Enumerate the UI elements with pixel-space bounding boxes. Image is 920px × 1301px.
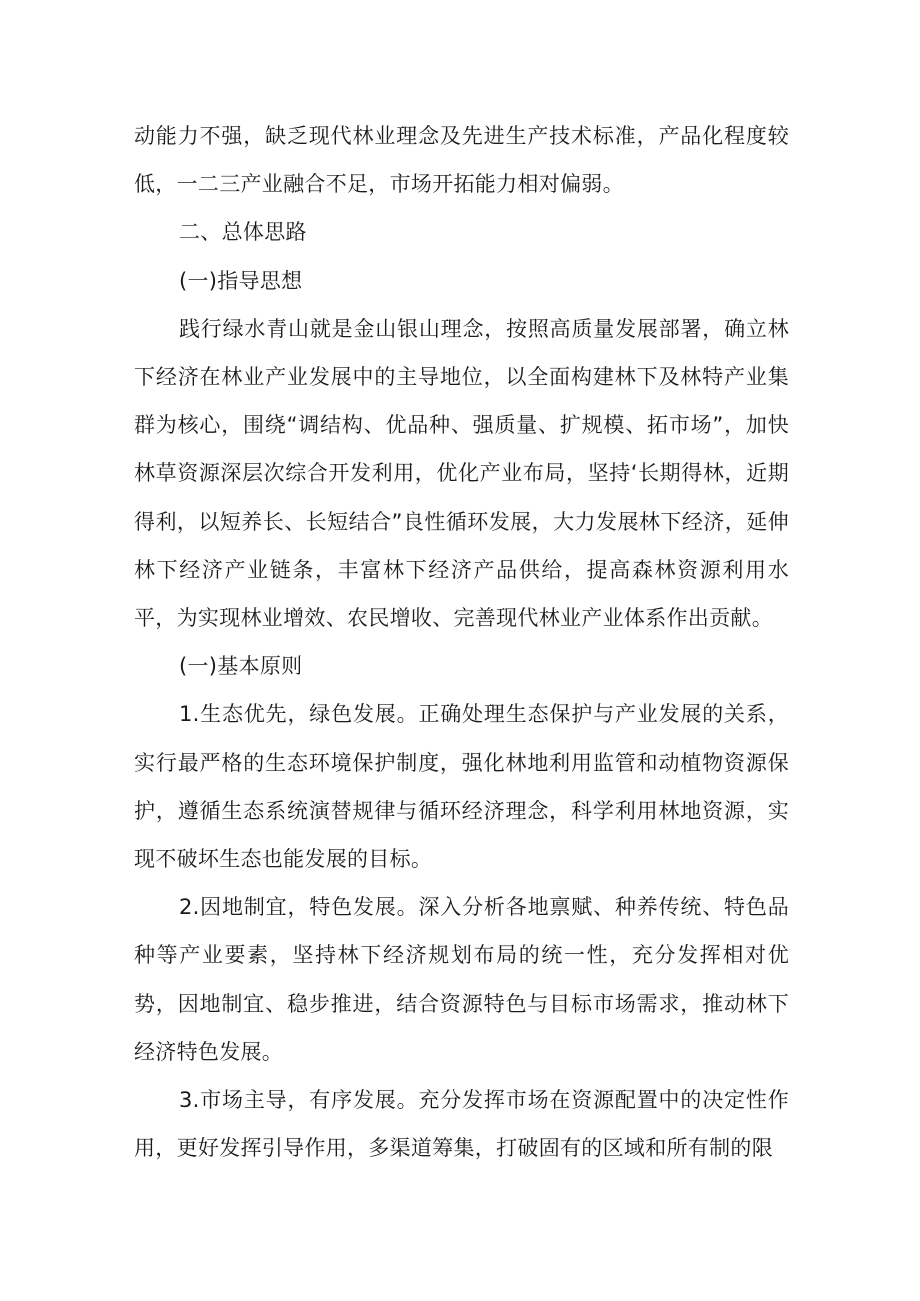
paragraph-guiding-ideology: 践行绿水青山就是金山银山理念，按照高质量发展部署，确立林下经济在林业产业发展中的主导地位，以全面构建林下及林特产业集群为核心，围绕“调结构、优品种、强质量、扩规模、拓市场”，加快林草资源深层次综合开发利用，优化产业布局，坚持‘长期得林，近期得利，以短养长、长短结合”良性循环发展，大力发展林下经济，延伸林下经济产业链条，丰富林下经济产品供给，提高森林资源利用水平，为实现林业增效、农民增收、完善现代林业产业体系作出贡献。 [134, 316, 789, 631]
document-body [134, 112, 789, 1172]
subsection-heading-guiding-ideology: (一)指导思想 [179, 268, 303, 293]
principle-item-3: 3.市场主导，有序发展。充分发挥市场在资源配置中的决定性作用，更好发挥引导作用，多渠道筹集，打破固有的区域和所有制的限 [134, 1088, 789, 1161]
subsection-heading-basic-principles: (一)基本原则 [179, 654, 303, 679]
section-heading-overall-approach: 二、总体思路 [179, 220, 307, 245]
paragraph-continuation: 动能力不强，缺乏现代林业理念及先进生产技术标准，产品化程度较低，一二三产业融合不足，市场开拓能力相对偏弱。 [134, 124, 789, 197]
principle-item-2: 2.因地制宜，特色发展。深入分析各地禀赋、种养传统、特色品种等产业要素，坚持林下经济规划布局的统一性，充分发挥相对优势，因地制宜、稳步推进，结合资源特色与目标市场需求，推动林下经济特色发展。 [134, 895, 789, 1064]
principle-item-1: 1.生态优先，绿色发展。正确处理生态保护与产业发展的关系，实行最严格的生态环境保护制度，强化林地利用监管和动植物资源保护，遵循生态系统演替规律与循环经济理念，科学利用林地资源，实现不破坏生态也能发展的目标。 [134, 702, 789, 872]
